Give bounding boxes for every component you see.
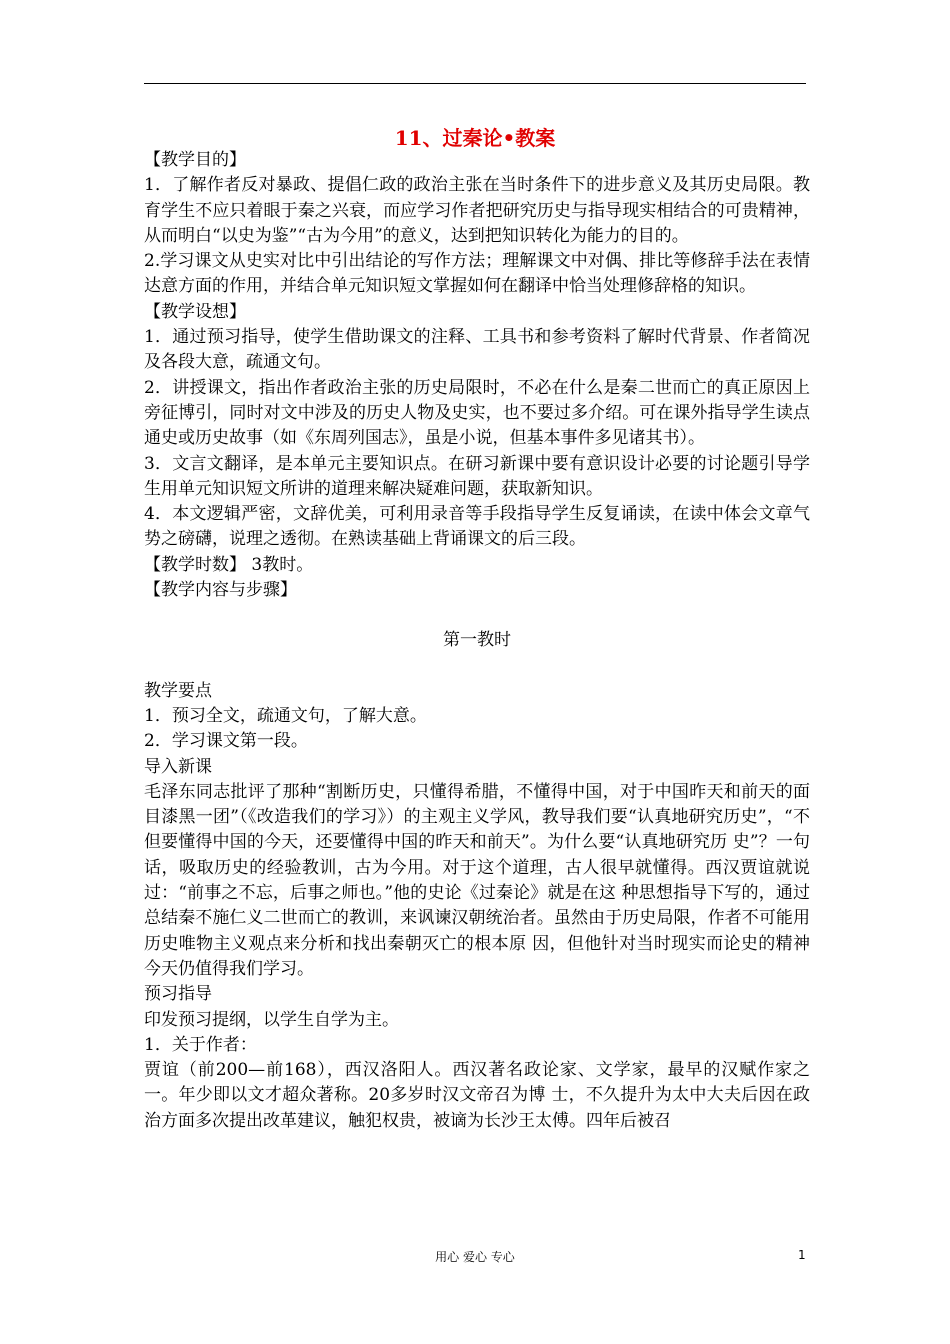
paragraph: 2.学习课文从史实对比中引出结论的写作方法；理解课文中对偶、排比等修辞手法在表情达意方面的作用，并结合单元知识短文掌握如何在翻译中恰当处理修辞格的知识。 bbox=[144, 251, 810, 297]
paragraph: 2．讲授课文，指出作者政治主张的历史局限时，不必在什么是秦二世而亡的真正原因上旁征博引，同时对文中涉及的历史人物及史实，也不要过多介绍。可在课外指导学生读点通史或历史故事（如《东周列国志》，虽是小说，但基本事件多见诸其书）。 bbox=[144, 377, 810, 449]
paragraph: 1．通过预习指导，使学生借助课文的注释、工具书和参考资料了解时代背景、作者简况及各段大意，疏通文句。 bbox=[144, 327, 810, 373]
document-title: 11、过秦论•教案 bbox=[394, 126, 556, 150]
paragraph: 3．文言文翻译，是本单元主要知识点。在研习新课中要有意识设计必要的讨论题引导学生用单元知识短文所讲的道理来解决疑难问题，获取新知识。 bbox=[144, 453, 810, 499]
section-heading: 第一教时 bbox=[443, 630, 511, 651]
page-footer: 用心 爱心 专心 bbox=[435, 1250, 515, 1264]
section-label-hours: 【教学时数】 3教时。 bbox=[144, 554, 314, 575]
paragraph: 印发预习提纲，以学生自学为主。 bbox=[144, 1009, 399, 1030]
section-label-design: 【教学设想】 bbox=[144, 301, 246, 322]
paragraph: 毛泽东同志批评了那种“割断历史，只懂得希腊，不懂得中国，对于中国昨天和前天的面目漆黑一团”（《改造我们的学习》）的主观主义学风，教导我们要“认真地研究历史”，“不但要懂得中国的今天，还要懂得中国的昨天和前天”。为什么要“认真地研究历 史”？一句话，吸取历史的经验教训，古为今用。对于这个道理，古人很早就懂得。西汉贾谊就说过：“前事之不忘，后事之师也。”他的史论《过秦论》就是在这 种思想指导下写的，通过总结秦不施仁义二世而亡的教训，来讽谏汉朝统治者。虽然由于历史局限，作者不可能用历史唯物主义观点来分析和找出秦朝灭亡的根本原 因，但他针对当时现实而论史的精神今天仍值得我们学习。 bbox=[144, 781, 810, 979]
document-body bbox=[144, 148, 810, 1134]
subheading-preview: 预习指导 bbox=[144, 984, 212, 1005]
paragraph: 贾谊（前200—前168），西汉洛阳人。西汉著名政论家、文学家，最早的汉赋作家之一。年少即以文才超众著称。20多岁时汉文帝召为博 士，不久提升为太中大夫后因在政治方面多次提出改革建议，触犯权贵，被谪为长沙王太傅。四年后被召 bbox=[144, 1060, 810, 1131]
paragraph: 1．关于作者： bbox=[144, 1034, 257, 1055]
paragraph: 4．本文逻辑严密，文辞优美，可利用录音等手段指导学生反复诵读，在读中体会文章气势之磅礴，说理之透彻。在熟读基础上背诵课文的后三段。 bbox=[144, 504, 810, 550]
subheading-key-points: 教学要点 bbox=[144, 680, 212, 701]
page-number: 1 bbox=[798, 1248, 806, 1262]
paragraph: 2．学习课文第一段。 bbox=[144, 731, 308, 752]
header-rule bbox=[144, 83, 806, 84]
subheading-intro: 导入新课 bbox=[144, 756, 212, 777]
paragraph: 1．预习全文，疏通文句，了解大意。 bbox=[144, 705, 427, 726]
section-label-objectives: 【教学目的】 bbox=[144, 150, 246, 170]
section-label-content: 【教学内容与步骤】 bbox=[144, 580, 297, 601]
paragraph: 1．了解作者反对暴政、提倡仁政的政治主张在当时条件下的进步意义及其历史局限。教育学生不应只着眼于秦之兴衰，而应学习作者把研究历史与指导现实相结合的可贵精神，从而明白“以史为鉴”“古为今用”的意义，达到把知识转化为能力的目的。 bbox=[144, 175, 810, 246]
